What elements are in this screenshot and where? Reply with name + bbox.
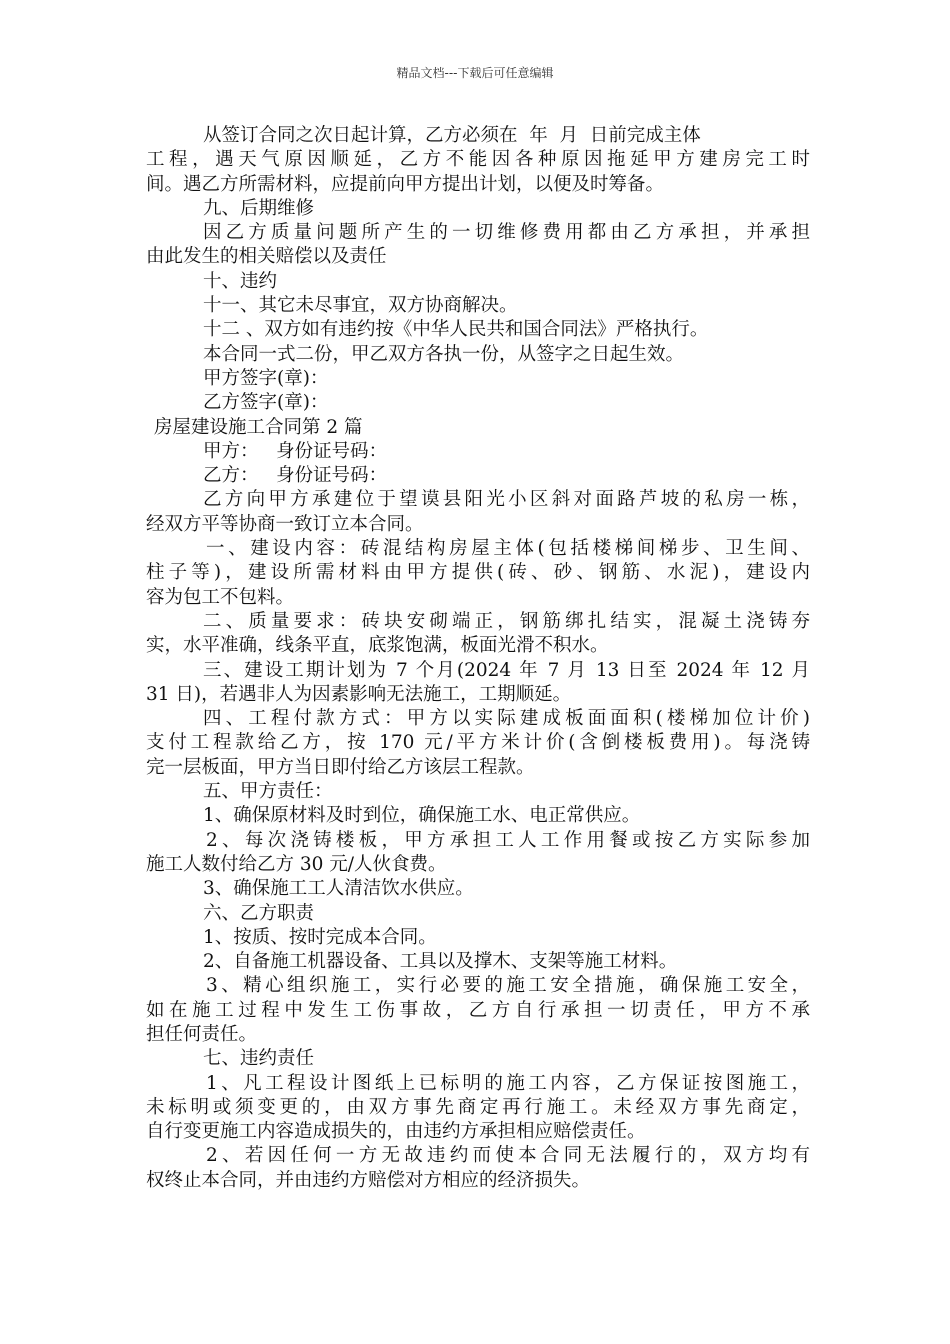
- text-line: 十、违约: [203, 270, 278, 292]
- text-line: 二、质量要求：砖块安砌端正，钢筋绑扎结实，混凝土浇铸夯: [203, 610, 810, 632]
- text-line: 1、凡工程设计图纸上已标明的施工内容，乙方保证按图施工，: [206, 1072, 810, 1094]
- text-line: 四、工程付款方式：甲方以实际建成板面面积(楼梯加位计价): [203, 708, 810, 730]
- text-line: 未标明或须变更的，由双方事先商定再行施工。未经双方事先商定，: [146, 1096, 810, 1118]
- text-line: 五、甲方责任：: [203, 781, 333, 803]
- text-line: 完一层板面，甲方当日即付给乙方该层工程款。: [146, 756, 535, 778]
- text-line: 如在施工过程中发生工伤事故，乙方自行承担一切责任，甲方不承: [146, 999, 810, 1021]
- text-line: 工程，遇天气原因顺延，乙方不能因各种原因拖延甲方建房完工时: [146, 149, 810, 171]
- text-line: 房屋建设施工合同第 2 篇: [154, 416, 363, 438]
- text-line: 乙方： 身份证号码：: [203, 465, 388, 487]
- text-line: 六、乙方职责: [203, 902, 315, 924]
- text-line: 2、每次浇铸楼板，甲方承担工人工作用餐或按乙方实际参加: [206, 829, 810, 851]
- text-line: 实，水平准确，线条平直，底浆饱满，板面光滑不积水。: [146, 635, 609, 657]
- text-line: 十二 、双方如有违约按《中华人民共和国合同法》严格执行。: [203, 319, 709, 341]
- text-line: 由此发生的相关赔偿以及责任: [146, 246, 387, 268]
- text-line: 施工人数付给乙方 30 元/人伙食费。: [146, 853, 447, 875]
- text-line: 1、按质、按时完成本合同。: [203, 926, 437, 948]
- text-line: 1、确保原材料及时到位，确保施工水、电正常供应。: [203, 805, 641, 827]
- text-line: 容为包工不包料。: [146, 586, 295, 608]
- text-line: 九、后期维修: [203, 197, 315, 219]
- text-line: 柱子等)，建设所需材料由甲方提供(砖、砂、钢筋、水泥)，建设内: [146, 562, 810, 584]
- text-line: 因乙方质量问题所产生的一切维修费用都由乙方承担，并承担: [203, 222, 810, 244]
- text-line: 十一、其它未尽事宜，双方协商解决。: [203, 295, 518, 317]
- text-line: 31 日)，若遇非人为因素影响无法施工，工期顺延。: [146, 683, 572, 705]
- document-body: [146, 124, 810, 1193]
- text-line: 担任何责任。: [146, 1023, 258, 1045]
- text-line: 支付工程款给乙方，按 170 元/平方米计价(含倒楼板费用)。每浇铸: [146, 732, 810, 754]
- text-line: 3、确保施工工人清洁饮水供应。: [203, 878, 474, 900]
- text-line: 乙方签字(章)：: [203, 392, 329, 414]
- text-line: 甲方： 身份证号码：: [203, 440, 388, 462]
- text-line: 2、自备施工机器设备、工具以及撑木、支架等施工材料。: [203, 951, 678, 973]
- text-line: 权终止本合同，并由违约方赔偿对方相应的经济损失。: [146, 1169, 591, 1191]
- text-line: 经双方平等协商一致订立本合同。: [146, 513, 424, 535]
- text-line: 从签订合同之次日起计算，乙方必须在 年 月 日前完成主体: [203, 125, 701, 146]
- text-line: 甲方签字(章)：: [203, 367, 329, 389]
- text-line: 3、精心组织施工，实行必要的施工安全措施，确保施工安全，: [206, 975, 810, 997]
- text-line: 2、若因任何一方无故违约而使本合同无法履行的，双方均有: [206, 1145, 810, 1167]
- text-line: 自行变更施工内容造成损失的，由违约方承担相应赔偿责任。: [146, 1121, 646, 1143]
- text-line: 三、建设工期计划为 7 个月(2024 年 7 月 13 日至 2024 年 12 月: [203, 659, 810, 681]
- page-header: 精品文档---下载后可任意编辑: [396, 66, 554, 80]
- text-line: 间。遇乙方所需材料，应提前向甲方提出计划，以便及时筹备。: [146, 173, 665, 195]
- text-line: 乙方向甲方承建位于望谟县阳光小区斜对面路芦坡的私房一栋，: [203, 489, 810, 511]
- text-line: 七、违约责任: [203, 1048, 315, 1070]
- text-line: 本合同一式二份，甲乙双方各执一份，从签字之日起生效。: [203, 343, 685, 365]
- text-line: 一、建设内容：砖混结构房屋主体(包括楼梯间梯步、卫生间、: [206, 538, 810, 560]
